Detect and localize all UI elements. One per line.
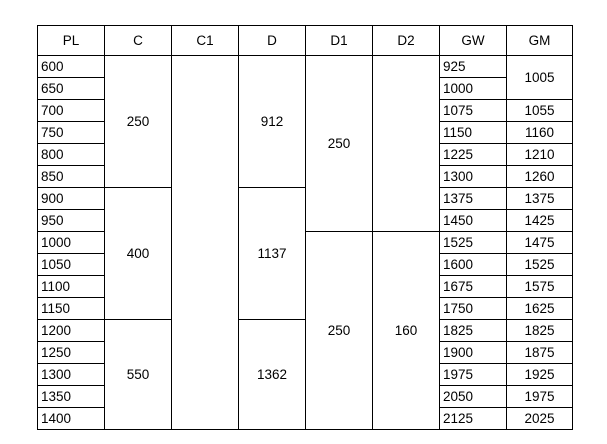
cell-c1 bbox=[172, 56, 239, 430]
cell-gw: 1450 bbox=[440, 210, 507, 232]
cell-c: 550 bbox=[105, 320, 172, 430]
cell-gw: 2125 bbox=[440, 408, 507, 430]
cell-gm: 1475 bbox=[507, 232, 573, 254]
header-gm: GM bbox=[507, 26, 573, 56]
cell-pl: 750 bbox=[38, 122, 105, 144]
cell-pl: 1000 bbox=[38, 232, 105, 254]
cell-d1: 250 bbox=[306, 232, 373, 430]
cell-gw: 925 bbox=[440, 56, 507, 78]
cell-gw: 1900 bbox=[440, 342, 507, 364]
table-row bbox=[38, 188, 573, 210]
cell-gw: 1750 bbox=[440, 298, 507, 320]
header-pl: PL bbox=[38, 26, 105, 56]
cell-gw: 2050 bbox=[440, 386, 507, 408]
cell-gw: 1000 bbox=[440, 78, 507, 100]
cell-gm: 1875 bbox=[507, 342, 573, 364]
cell-gm: 1260 bbox=[507, 166, 573, 188]
cell-gm: 2025 bbox=[507, 408, 573, 430]
cell-pl: 800 bbox=[38, 144, 105, 166]
table-body bbox=[38, 56, 573, 430]
cell-c: 400 bbox=[105, 188, 172, 320]
header-d: D bbox=[239, 26, 306, 56]
table-row bbox=[38, 56, 573, 78]
cell-pl: 600 bbox=[38, 56, 105, 78]
cell-gm: 1375 bbox=[507, 188, 573, 210]
cell-gw: 1675 bbox=[440, 276, 507, 298]
cell-gm: 1575 bbox=[507, 276, 573, 298]
header-row bbox=[38, 26, 573, 56]
dimension-table bbox=[37, 25, 573, 430]
cell-d: 912 bbox=[239, 56, 306, 188]
header-d2: D2 bbox=[373, 26, 440, 56]
cell-gm: 1625 bbox=[507, 298, 573, 320]
cell-gm: 1925 bbox=[507, 364, 573, 386]
cell-pl: 650 bbox=[38, 78, 105, 100]
header-c1: C1 bbox=[172, 26, 239, 56]
cell-gw: 1375 bbox=[440, 188, 507, 210]
table-row bbox=[38, 320, 573, 342]
cell-pl: 1300 bbox=[38, 364, 105, 386]
header-d1: D1 bbox=[306, 26, 373, 56]
cell-pl: 950 bbox=[38, 210, 105, 232]
cell-pl: 1100 bbox=[38, 276, 105, 298]
cell-gm: 1210 bbox=[507, 144, 573, 166]
cell-gw: 1975 bbox=[440, 364, 507, 386]
cell-gm: 1525 bbox=[507, 254, 573, 276]
cell-gw: 1825 bbox=[440, 320, 507, 342]
cell-d2 bbox=[373, 56, 440, 232]
cell-d: 1362 bbox=[239, 320, 306, 430]
cell-pl: 850 bbox=[38, 166, 105, 188]
cell-gm: 1425 bbox=[507, 210, 573, 232]
cell-gm: 1975 bbox=[507, 386, 573, 408]
cell-pl: 700 bbox=[38, 100, 105, 122]
cell-gw: 1150 bbox=[440, 122, 507, 144]
cell-pl: 900 bbox=[38, 188, 105, 210]
cell-gm: 1160 bbox=[507, 122, 573, 144]
cell-gw: 1525 bbox=[440, 232, 507, 254]
cell-pl: 1400 bbox=[38, 408, 105, 430]
cell-gw: 1600 bbox=[440, 254, 507, 276]
cell-pl: 1150 bbox=[38, 298, 105, 320]
cell-d2: 160 bbox=[373, 232, 440, 430]
cell-gw: 1300 bbox=[440, 166, 507, 188]
cell-gm: 1005 bbox=[507, 56, 573, 100]
cell-pl: 1050 bbox=[38, 254, 105, 276]
cell-c: 250 bbox=[105, 56, 172, 188]
cell-d1: 250 bbox=[306, 56, 373, 232]
cell-gm: 1825 bbox=[507, 320, 573, 342]
cell-gm: 1055 bbox=[507, 100, 573, 122]
cell-gw: 1225 bbox=[440, 144, 507, 166]
header-c: C bbox=[105, 26, 172, 56]
cell-gw: 1075 bbox=[440, 100, 507, 122]
header-gw: GW bbox=[440, 26, 507, 56]
cell-d: 1137 bbox=[239, 188, 306, 320]
cell-pl: 1350 bbox=[38, 386, 105, 408]
cell-pl: 1250 bbox=[38, 342, 105, 364]
cell-pl: 1200 bbox=[38, 320, 105, 342]
